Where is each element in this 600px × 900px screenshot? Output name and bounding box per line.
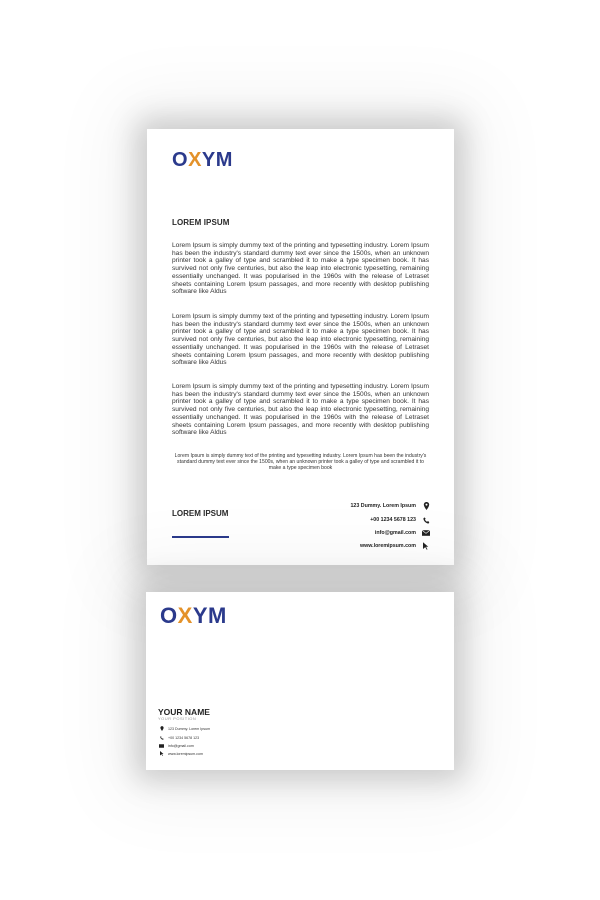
cursor-icon xyxy=(159,751,164,756)
logo-letter-x: X xyxy=(177,603,193,628)
contact-address-row xyxy=(350,502,430,510)
contact-website-row xyxy=(360,542,430,550)
body-paragraph-3: Lorem Ipsum is simply dummy text of the printing and typesetting industry. Lorem Ipsum has been the industry's standard dummy text ever since the 1500s, when an unknown printer took a galley of type and scrambled it to make a type specimen book. It has survived not only five centuries, but also the leap into electronic typesetting, remaining essentially unchanged. It was popularised in the 1960s with the release of Letraset sheets containing Lorem Ipsum passages, and more recently with desktop publishing software like Aldus xyxy=(172,383,429,437)
envelope-email: info@gmail.com xyxy=(168,743,194,748)
contact-email: info@gmail.com xyxy=(374,530,416,536)
sender-position: YOUR POSITION xyxy=(158,716,197,721)
sender-name: YOUR NAME xyxy=(158,707,210,717)
body-paragraph-1: Lorem Ipsum is simply dummy text of the printing and typesetting industry. Lorem Ipsum has been the industry's standard dummy text ever since the 1500s, when an unknown printer took a galley of type and scrambled it to make a type specimen book. It has survived not only five centuries, but also the leap into electronic typesetting, remaining essentially unchanged. It was popularised in the 1960s with the release of Letraset sheets containing Lorem Ipsum passages, and more recently with desktop publishing software like Aldus xyxy=(172,242,429,296)
envelope-website-row xyxy=(159,751,203,756)
envelope-email-row xyxy=(159,743,194,748)
envelope-icon xyxy=(422,529,430,537)
logo-letter-o: O xyxy=(160,603,178,628)
envelope-brand-logo xyxy=(160,603,227,629)
envelope-phone-row xyxy=(159,735,199,740)
cursor-icon xyxy=(422,542,430,550)
envelope-phone: +00 1234 5678 123 xyxy=(168,735,200,740)
letterhead-sheet xyxy=(147,129,454,565)
phone-icon xyxy=(422,516,430,524)
envelope-icon xyxy=(159,743,164,748)
brand-logo xyxy=(172,149,233,172)
phone-icon xyxy=(159,735,164,740)
envelope-sheet xyxy=(146,592,454,770)
envelope-address-row xyxy=(159,726,210,731)
contact-website: www.loremipsum.com xyxy=(359,543,416,549)
contact-address: 123 Dummy. Lorem Ipsum xyxy=(350,503,416,509)
closing-paragraph: Lorem Ipsum is simply dummy text of the printing and typesetting industry. Lorem Ipsum has been the industry's standard dummy text ever since the 1500s, when an unknown printer took a galley of type and scrambled it to make a type specimen book xyxy=(174,453,427,472)
footer-underline xyxy=(172,536,229,538)
logo-letter-x: X xyxy=(188,149,202,171)
footer-title: LOREM IPSUM xyxy=(172,509,229,518)
logo-letter-o: O xyxy=(172,149,189,171)
contact-email-row xyxy=(375,529,430,537)
letter-heading: LOREM IPSUM xyxy=(172,218,230,227)
logo-letters-ym: YM xyxy=(201,149,233,171)
location-pin-icon xyxy=(159,726,164,731)
logo-letters-ym: YM xyxy=(192,603,227,628)
contact-phone-row xyxy=(370,516,430,524)
body-paragraph-2: Lorem Ipsum is simply dummy text of the printing and typesetting industry. Lorem Ipsum has been the industry's standard dummy text ever since the 1500s, when an unknown printer took a galley of type and scrambled it to make a type specimen book. It has survived not only five centuries, but also the leap into electronic typesetting, remaining essentially unchanged. It was popularised in the 1960s with the release of Letraset sheets containing Lorem Ipsum passages, and more recently with desktop publishing software like Aldus xyxy=(172,313,429,367)
envelope-address: 123 Dummy. Lorem Ipsum xyxy=(168,726,211,731)
contact-phone: +00 1234 5678 123 xyxy=(370,517,416,523)
envelope-website: www.loremipsum.com xyxy=(168,751,203,756)
location-pin-icon xyxy=(422,502,430,510)
